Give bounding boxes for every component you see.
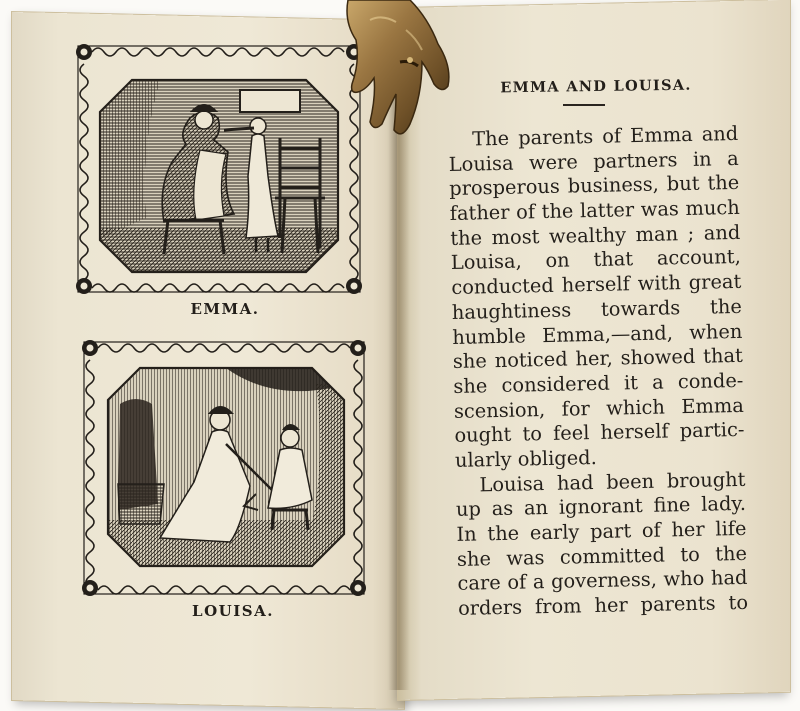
- story-text: [448, 122, 748, 622]
- text-line: scension, for which Emma: [453, 393, 745, 423]
- text-line: conducted herself with great: [451, 270, 742, 300]
- text-line: ularly obliged.: [454, 445, 597, 472]
- text-line: she noticed her, showed that: [452, 344, 744, 374]
- louisa-caption: LOUISA.: [192, 602, 274, 620]
- text-line: prosperous business, but the: [449, 171, 740, 201]
- text-line: ought to feel herself partic-: [454, 418, 745, 448]
- text-line: The parents of Emma and: [471, 121, 739, 151]
- text-line: she was committed to the: [456, 541, 748, 571]
- emma-engraving: [70, 38, 370, 300]
- louisa-engraving: [76, 334, 374, 602]
- text-line: up as an ignorant fine lady.: [455, 492, 747, 522]
- text-line: Louisa, on that account,: [450, 245, 741, 275]
- title-rule: [563, 104, 605, 106]
- text-line: orders from her parents to: [457, 590, 749, 620]
- text-line: Louisa were partners in a: [448, 146, 739, 176]
- hand-bookweight-icon: [330, 0, 460, 154]
- text-line: father of the latter was much: [449, 195, 740, 226]
- text-line: haughtiness towards the: [451, 294, 743, 324]
- text-line: the most wealthy man ; and: [450, 220, 741, 250]
- text-line: humble Emma,—and, when: [452, 319, 743, 349]
- text-line: In the early part of her life: [456, 516, 747, 546]
- text-line: care of a governess, who had: [457, 566, 748, 596]
- emma-caption: EMMA.: [190, 300, 260, 318]
- text-line: Louisa had been brought: [479, 467, 746, 497]
- text-line: she considered it a conde-: [453, 368, 744, 398]
- story-title: EMMA AND LOUISA.: [500, 76, 692, 97]
